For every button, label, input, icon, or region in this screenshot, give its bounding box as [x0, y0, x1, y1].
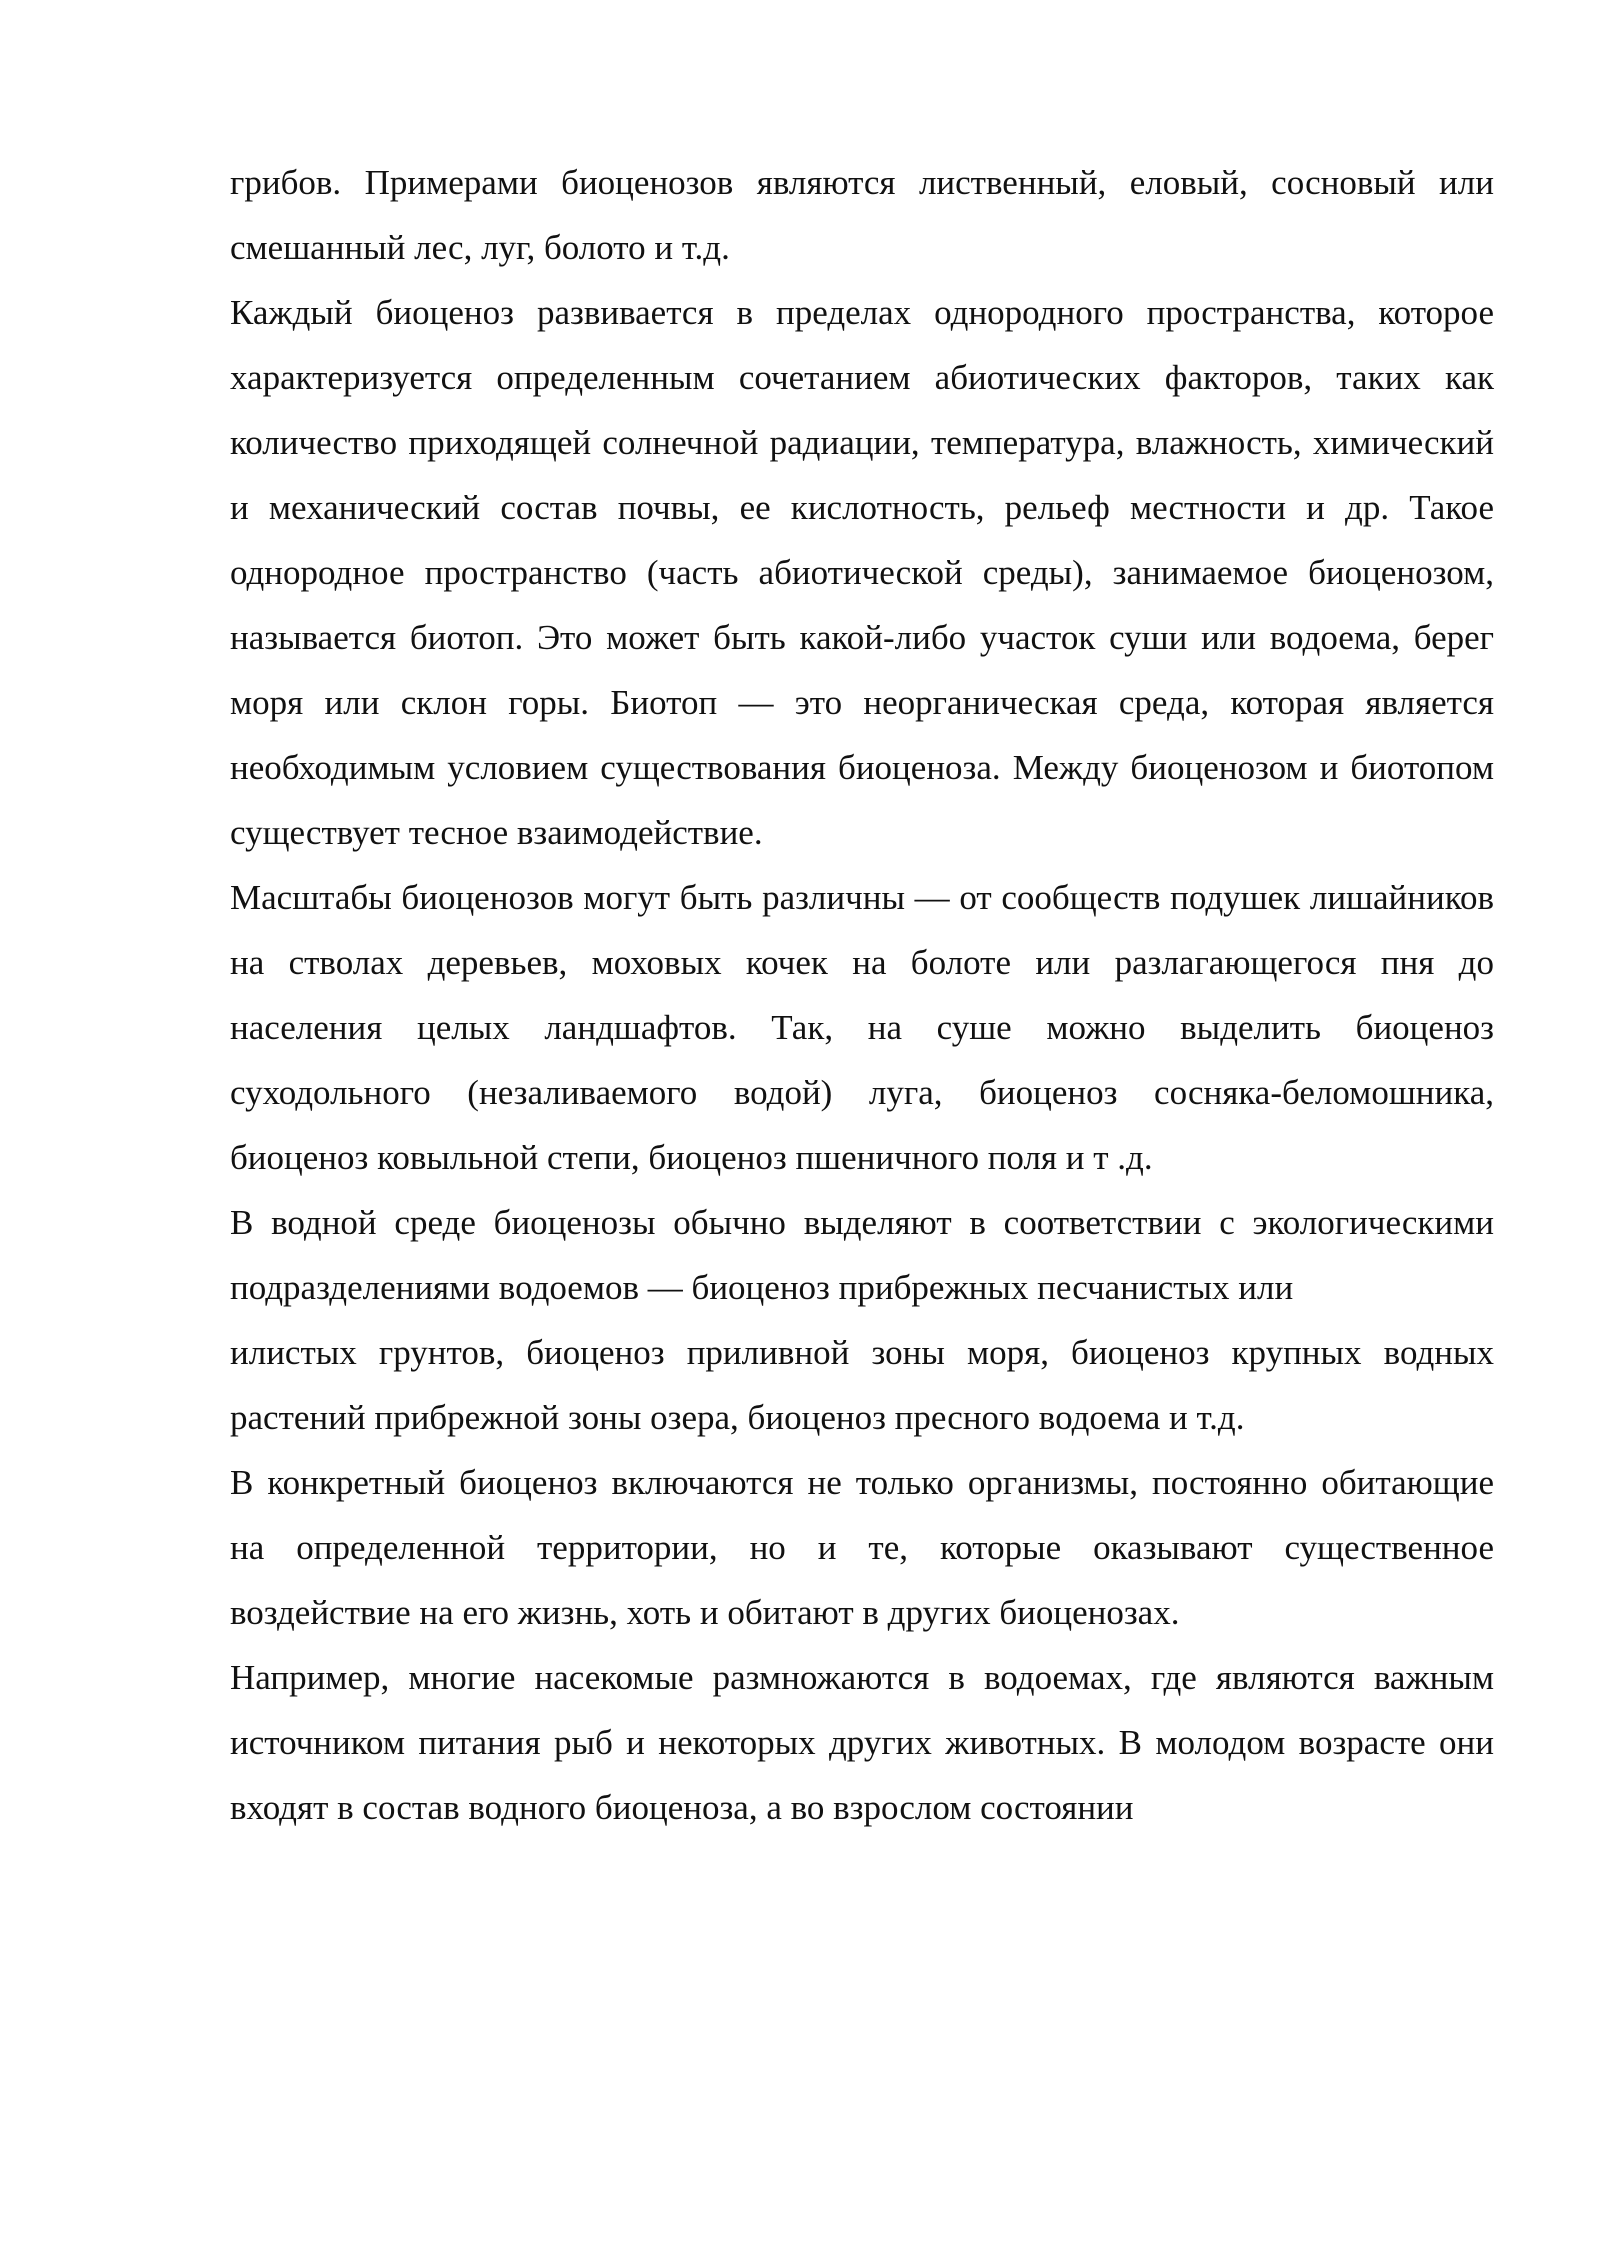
- document-page: [230, 150, 1494, 1840]
- paragraph-7: Например, многие насекомые размножаются в водоемах, где являются важным источником питания рыб и некоторых других животных. В молодом возрасте они входят в состав водного биоценоза, а во взрослом состоянии: [230, 1658, 1494, 1827]
- paragraph-2: Каждый биоценоз развивается в пределах однородного пространства, которое характеризуется определенным сочетанием абиотических факторов, таких как количество приходящей солнечной радиации, температура, влажность, химический и механический состав почвы, ее кислотность, рельеф местности и др. Такое однородное пространство (часть абиотической среды), занимаемое биоценозом, называется биотоп. Это может быть какой-либо участок суши или водоема, берег моря или склон горы. Биотоп — это неорганическая среда, которая является необходимым условием существования биоценоза. Между биоценозом и биотопом существует тесное взаимодействие.: [230, 293, 1494, 852]
- paragraph-3: Масштабы биоценозов могут быть различны — от сообществ подушек лишайников на стволах деревьев, моховых кочек на болоте или разлагающегося пня до населения целых ландшафтов. Так, на суше можно выделить биоценоз суходольного (незаливаемого водой) луга, биоценоз сосняка-беломошника, биоценоз ковыльной степи, биоценоз пшеничного поля и т .д.: [230, 878, 1494, 1177]
- paragraph-6: В конкретный биоценоз включаются не только организмы, постоянно обитающие на определенной территории, но и те, которые оказывают существенное воздействие на его жизнь, хоть и обитают в других биоценозах.: [230, 1463, 1494, 1632]
- paragraph-5: илистых грунтов, биоценоз приливной зоны моря, биоценоз крупных водных растений прибрежной зоны озера, биоценоз пресного водоема и т.д.: [230, 1333, 1494, 1437]
- paragraph-1: грибов. Примерами биоценозов являются лиственный, еловый, сосновый или смешанный лес, луг, болото и т.д.: [230, 163, 1494, 267]
- paragraph-4: В водной среде биоценозы обычно выделяют в соответствии с экологическими подразделениями водоемов — биоценоз прибрежных песчанистых или: [230, 1203, 1494, 1307]
